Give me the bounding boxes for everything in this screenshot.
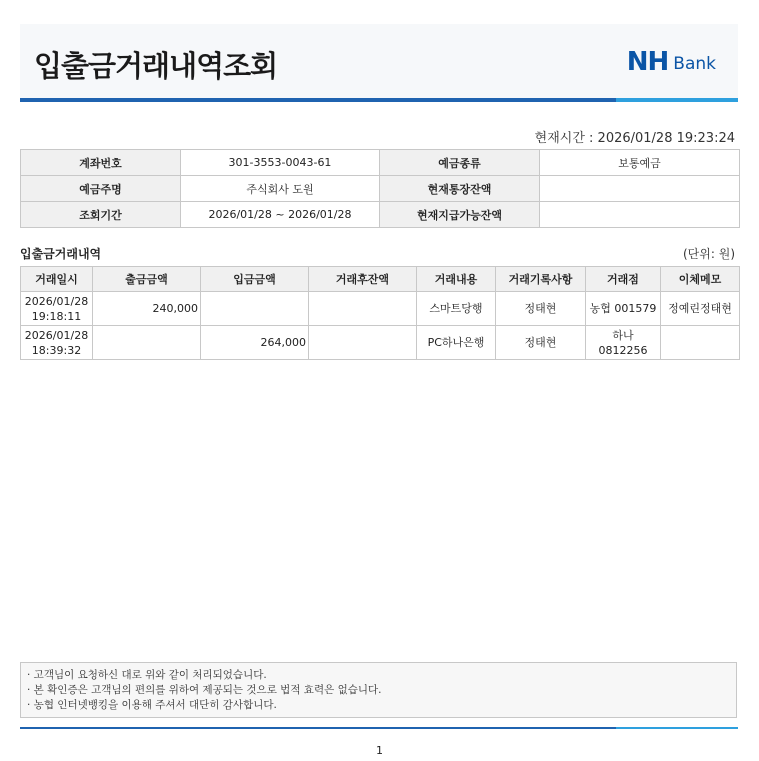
cell-time: 18:39:32 xyxy=(31,343,82,357)
cell-description: 스마트당행 xyxy=(417,292,496,326)
column-header-description: 거래내용 xyxy=(417,267,496,292)
account-number-label: 계좌번호 xyxy=(21,150,181,176)
notice-line: · 농협 인터넷뱅킹을 이용해 주셔서 대단히 감사합니다. xyxy=(27,699,277,711)
transactions-section-title: 입출금거래내역 xyxy=(20,247,102,261)
cell-branch xyxy=(586,292,661,326)
current-time: 현재시간 : 2026/01/28 19:23:24 xyxy=(534,131,735,146)
page-number: 1 xyxy=(376,744,383,757)
cell-withdrawal xyxy=(93,326,201,360)
column-header-datetime: 거래일시 xyxy=(21,267,93,292)
document-header xyxy=(20,24,738,98)
column-header-withdrawal: 출금금액 xyxy=(93,267,201,292)
cell-datetime xyxy=(21,292,93,326)
logo-nh-text: NH xyxy=(626,47,669,77)
cell-branch-line1: 농협 001579 xyxy=(589,302,657,315)
current-balance-label: 현재통장잔액 xyxy=(380,176,540,202)
cell-date: 2026/01/28 xyxy=(24,328,89,342)
cell-withdrawal: 240,000 xyxy=(93,292,201,326)
cell-record: 정태현 xyxy=(496,292,586,326)
unit-label: (단위: 원) xyxy=(683,247,735,261)
footer-divider-light xyxy=(616,727,738,729)
available-balance-value xyxy=(540,202,740,228)
table-header-row xyxy=(21,267,740,292)
available-balance-label: 현재지급가능잔액 xyxy=(380,202,540,228)
cell-deposit: 264,000 xyxy=(201,326,309,360)
cell-datetime xyxy=(21,326,93,360)
cell-deposit xyxy=(201,292,309,326)
table-row xyxy=(21,292,740,326)
cell-memo: 정예린정태현 xyxy=(661,292,740,326)
deposit-type-label: 예금종류 xyxy=(380,150,540,176)
notice-line: · 본 확인증은 고객님의 편의를 위하여 제공되는 것으로 법적 효력은 없습니다. xyxy=(27,684,382,696)
logo-bank-text: Bank xyxy=(673,54,716,74)
cell-branch-line2: 0812256 xyxy=(598,343,648,357)
cell-branch-line1: 하나 xyxy=(612,328,634,342)
owner-value: 주식회사 도원 xyxy=(181,176,380,202)
transactions-table xyxy=(20,266,740,360)
owner-label: 예금주명 xyxy=(21,176,181,202)
notice-box xyxy=(20,662,737,718)
table-row xyxy=(21,326,740,360)
account-info-row xyxy=(21,202,740,228)
column-header-branch: 거래점 xyxy=(586,267,661,292)
current-balance-value xyxy=(540,176,740,202)
page-title: 입출금거래내역조회 xyxy=(34,49,278,83)
account-info-row xyxy=(21,150,740,176)
column-header-memo: 이체메모 xyxy=(661,267,740,292)
header-divider-light xyxy=(616,98,738,102)
account-info-table xyxy=(20,149,740,228)
cell-record: 정태현 xyxy=(496,326,586,360)
column-header-record: 거래기록사항 xyxy=(496,267,586,292)
cell-memo xyxy=(661,326,740,360)
notice-line: · 고객님이 요청하신 대로 위와 같이 처리되었습니다. xyxy=(27,669,267,681)
account-info-row xyxy=(21,176,740,202)
period-label: 조회기간 xyxy=(21,202,181,228)
period-value: 2026/01/28 ~ 2026/01/28 xyxy=(181,202,380,228)
cell-branch xyxy=(586,326,661,360)
deposit-type-value: 보통예금 xyxy=(540,150,740,176)
column-header-deposit: 입금금액 xyxy=(201,267,309,292)
cell-balance xyxy=(309,292,417,326)
column-header-balance: 거래후잔액 xyxy=(309,267,417,292)
cell-time: 19:18:11 xyxy=(31,309,82,323)
header-divider-dark xyxy=(20,98,616,102)
footer-divider-dark xyxy=(20,727,616,729)
account-number-value: 301-3553-0043-61 xyxy=(181,150,380,176)
nh-bank-logo xyxy=(626,47,716,77)
cell-date: 2026/01/28 xyxy=(24,294,89,308)
cell-balance xyxy=(309,326,417,360)
cell-description: PC하나은행 xyxy=(417,326,496,360)
